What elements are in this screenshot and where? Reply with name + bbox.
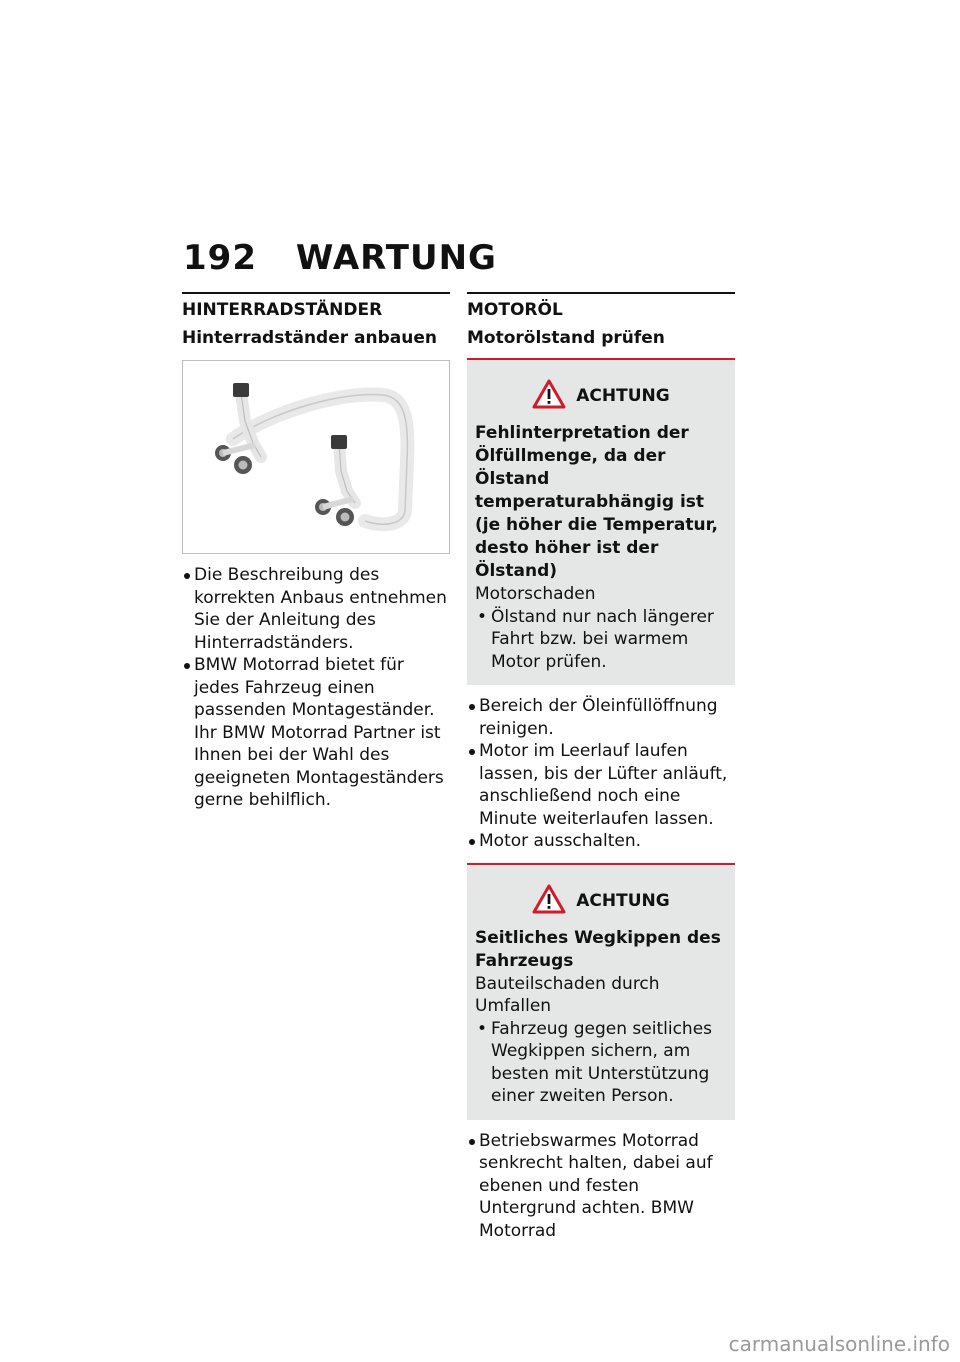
page-number: 192 [183, 238, 257, 278]
warning-measures [475, 606, 727, 674]
warning-box-wegkippen [467, 865, 735, 1120]
warning-header [475, 883, 727, 919]
warning-measures [475, 1018, 727, 1108]
warning-consequence: Bauteilschaden durch Umfallen [475, 973, 660, 1016]
list-item: • Ölstand nur nach längerer Fahrt bzw. bei warmem Motor prüfen. [475, 606, 727, 674]
rear-stand-illustration [182, 360, 450, 554]
list-item: • Fahrzeug gegen seitliches Wegkippen sichern, am besten mit Unterstützung einer zweiten Person. [475, 1018, 727, 1108]
right-column [467, 292, 735, 1242]
warning-hazard: Fehlinterpretation der Ölfüllmenge, da der Ölstand temperaturabhängig ist (je höher die Temperatur, desto höher ist der Ölstand) [475, 423, 718, 581]
warning-hazard: Seitliches Wegkippen des Fahrzeugs [475, 927, 721, 971]
warning-label: ACHTUNG [576, 386, 670, 406]
warning-triangle-icon [532, 884, 566, 918]
warning-triangle-icon [532, 379, 566, 413]
warning-box-oelstand [467, 360, 735, 685]
left-column [182, 292, 450, 812]
rear-stand-image [183, 361, 449, 553]
list-item: Die Beschreibung des korrekten Anbaus entnehmen Sie der Anleitung des Hinterradständers. [182, 564, 450, 654]
oil-check-steps-continued [467, 1130, 735, 1243]
subsection-title-anbauen: Hinterradständer anbauen [182, 328, 437, 348]
list-item: Motor im Leerlauf laufen lassen, bis der Lüfter anläuft, anschließend noch eine Minute weiterlaufen lassen. [467, 740, 735, 830]
chapter-title: WARTUNG [295, 238, 497, 278]
section-rule [182, 292, 450, 294]
list-item: Motor ausschalten. [467, 830, 735, 853]
section-title-motoroel: MOTORÖL [467, 300, 563, 320]
list-item: Bereich der Öleinfüllöffnung reinigen. [467, 695, 735, 740]
warning-header [475, 378, 727, 414]
watermark: carmanualsonline.info [728, 1332, 950, 1356]
section-title-hinterradstaender: HINTERRADSTÄNDER [182, 300, 383, 320]
list-item: Betriebswarmes Motorrad senkrecht halten, dabei auf ebenen und festen Untergrund achten. BMW Motorrad [467, 1130, 735, 1243]
warning-consequence: Motorschaden [475, 584, 596, 604]
page-header [183, 238, 497, 278]
oil-check-steps [467, 695, 735, 853]
warning-label: ACHTUNG [576, 890, 670, 911]
stand-instructions-list [182, 564, 450, 812]
section-rule [467, 292, 735, 294]
list-item: BMW Motorrad bietet für jedes Fahrzeug einen passenden Montageständer. Ihr BMW Motorrad Partner ist Ihnen bei der Wahl des geeigneten Montageständers gerne behilflich. [182, 654, 450, 812]
subsection-title-oelstand: Motorölstand prüfen [467, 328, 665, 348]
